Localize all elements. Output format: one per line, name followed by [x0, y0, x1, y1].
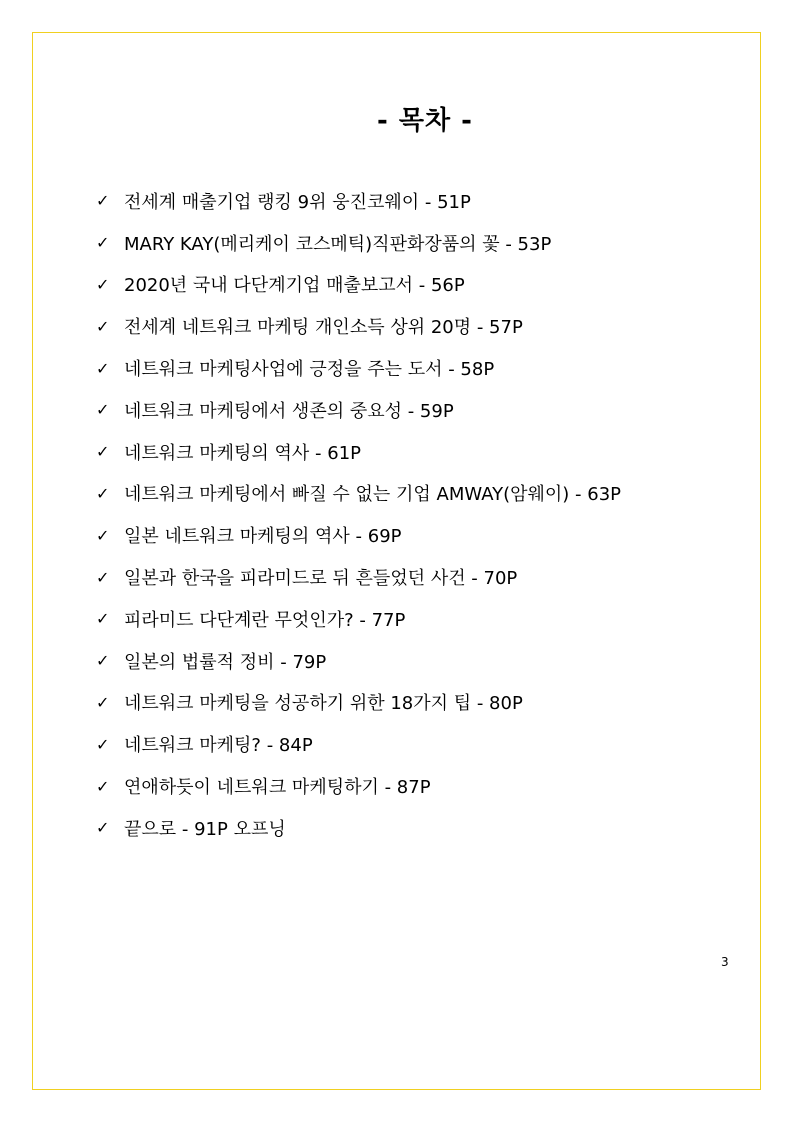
checkmark-icon: ✓ — [96, 400, 110, 420]
checkmark-icon: ✓ — [96, 651, 110, 671]
page-number: 3 — [721, 955, 729, 969]
checkmark-icon: ✓ — [96, 358, 110, 378]
checkmark-icon: ✓ — [96, 818, 110, 838]
toc-item-label: 전세계 매출기업 랭킹 9위 웅진코웨이 - 51P — [124, 191, 471, 213]
checkmark-icon: ✓ — [96, 776, 110, 796]
checkmark-icon: ✓ — [96, 692, 110, 712]
checkmark-icon: ✓ — [96, 316, 110, 336]
toc-item-label: 일본 네트워크 마케팅의 역사 - 69P — [124, 526, 402, 548]
toc-item-label: 피라미드 다단계란 무엇인가? - 77P — [124, 609, 406, 631]
toc-item — [96, 807, 621, 849]
toc-item-label: 네트워크 마케팅에서 빠질 수 없는 기업 AMWAY(암웨이) - 63P — [124, 484, 622, 506]
toc-item-label: 연애하듯이 네트워크 마케팅하기 - 87P — [124, 777, 431, 799]
toc-item-label: 전세계 네트워크 마케팅 개인소득 상위 20명 - 57P — [124, 317, 523, 339]
toc-item — [96, 640, 621, 682]
toc-item-label: 네트워크 마케팅? - 84P — [124, 735, 313, 757]
table-of-contents — [96, 180, 621, 849]
toc-item — [96, 682, 621, 724]
toc-item — [96, 264, 621, 306]
toc-item — [96, 347, 621, 389]
checkmark-icon: ✓ — [96, 525, 110, 545]
toc-item-label: 네트워크 마케팅사업에 긍정을 주는 도서 - 58P — [124, 359, 495, 381]
toc-item — [96, 305, 621, 347]
checkmark-icon: ✓ — [96, 274, 110, 294]
toc-item-label: 네트워크 마케팅을 성공하기 위한 18가지 팁 - 80P — [124, 693, 523, 715]
toc-item — [96, 598, 621, 640]
toc-item-label: 2020년 국내 다단계기업 매출보고서 - 56P — [124, 275, 465, 297]
checkmark-icon: ✓ — [96, 233, 110, 253]
toc-item — [96, 514, 621, 556]
toc-item — [96, 556, 621, 598]
toc-item — [96, 389, 621, 431]
toc-item-label: 일본과 한국을 피라미드로 뒤 흔들었던 사건 - 70P — [124, 568, 518, 590]
toc-item — [96, 765, 621, 807]
toc-item-label: 네트워크 마케팅의 역사 - 61P — [124, 442, 362, 464]
checkmark-icon: ✓ — [96, 483, 110, 503]
checkmark-icon: ✓ — [96, 567, 110, 587]
toc-item — [96, 723, 621, 765]
toc-item-label: 네트워크 마케팅에서 생존의 중요성 - 59P — [124, 400, 454, 422]
page-title: - 목차 - — [377, 106, 473, 136]
toc-item-label: 일본의 법률적 정비 - 79P — [124, 651, 327, 673]
checkmark-icon: ✓ — [96, 442, 110, 462]
checkmark-icon: ✓ — [96, 191, 110, 211]
checkmark-icon: ✓ — [96, 734, 110, 754]
checkmark-icon: ✓ — [96, 609, 110, 629]
toc-item-label: 끝으로 - 91P 오프닝 — [124, 818, 286, 840]
toc-item — [96, 180, 621, 222]
toc-item-label: MARY KAY(메리케이 코스메틱)직판화장품의 꽃 - 53P — [124, 233, 552, 255]
toc-item — [96, 473, 621, 515]
toc-item — [96, 431, 621, 473]
toc-item — [96, 222, 621, 264]
